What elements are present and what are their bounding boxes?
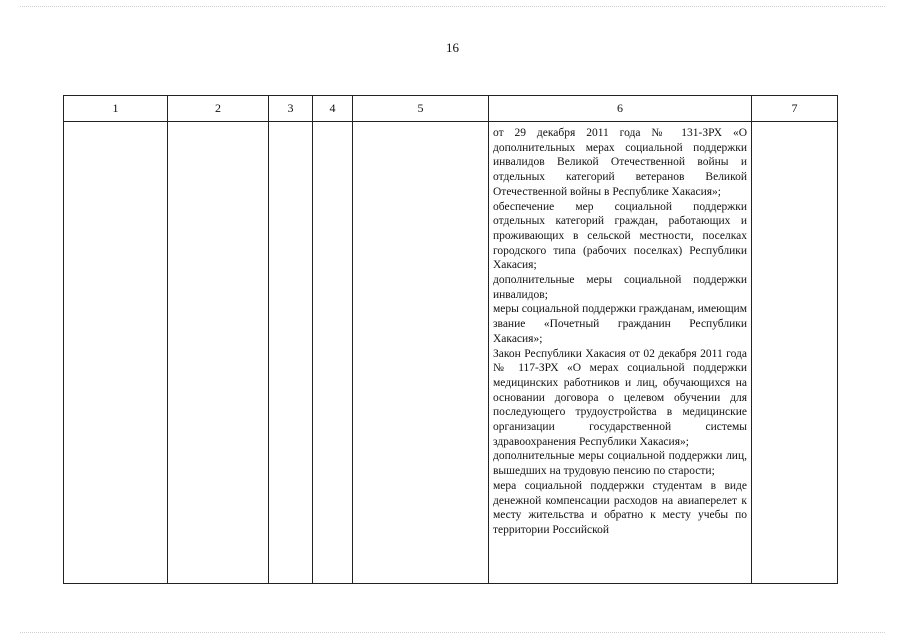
paragraph-students-compensation: мера социальной поддержки студентам в виде денежной компенсации расходов на авиаперелет к месту жительства и обратно к месту учебы по территории Российской	[493, 479, 747, 536]
column-header-5: 5	[353, 96, 489, 122]
column-header-1: 1	[64, 96, 168, 122]
paragraph-law-117: Закон Республики Хакасия от 02 декабря 2011 года № 117-ЗРХ «О мерах социальной поддержки медицинских работников и лиц, обучающихся на основании договора о целевом обучении для последующего трудоустройства в медицинские организации государственной системы здравоохранения Республики Хакасия»;	[493, 347, 747, 448]
column-header-6: 6	[489, 96, 752, 122]
paragraph-rural-support: обеспечение мер социальной поддержки отдельных категорий граждан, работающих и проживающих в сельской местности, поселках городского типа (рабочих поселках) Республики Хакасия;	[493, 200, 747, 272]
column-header-2: 2	[168, 96, 269, 122]
document-table	[63, 95, 838, 584]
paragraph-pensioners-support: дополнительные меры социальной поддержки лиц, вышедших на трудовую пенсию по старости;	[493, 450, 747, 478]
cell-col-2	[168, 122, 269, 584]
cell-col-5	[353, 122, 489, 584]
table-header-row	[64, 96, 838, 122]
column-header-4: 4	[313, 96, 353, 122]
paragraph-law-131: от 29 декабря 2011 года № 131-ЗРХ «О дополнительных мерах социальной поддержки инвалидов Великой Отечественной войны и отдельных категорий ветеранов Великой Отечественной войны в Республике Хакасия»;	[493, 127, 747, 198]
table-row	[64, 122, 838, 584]
cell-col-1	[64, 122, 168, 584]
scan-noise-top	[20, 6, 885, 8]
column-header-7: 7	[752, 96, 838, 122]
cell-col-6	[489, 122, 752, 584]
cell-col-3	[269, 122, 313, 584]
paragraph-disabled-support: дополнительные меры социальной поддержки инвалидов;	[493, 274, 747, 301]
cell-col-4	[313, 122, 353, 584]
scan-noise-bottom	[20, 632, 885, 634]
page-number: 16	[446, 40, 459, 55]
paragraph-honorary-citizen: меры социальной поддержки гражданам, имеющим звание «Почетный гражданин Республики Хакасия»;	[493, 303, 747, 345]
cell-col-7	[752, 122, 838, 584]
column-header-3: 3	[269, 96, 313, 122]
